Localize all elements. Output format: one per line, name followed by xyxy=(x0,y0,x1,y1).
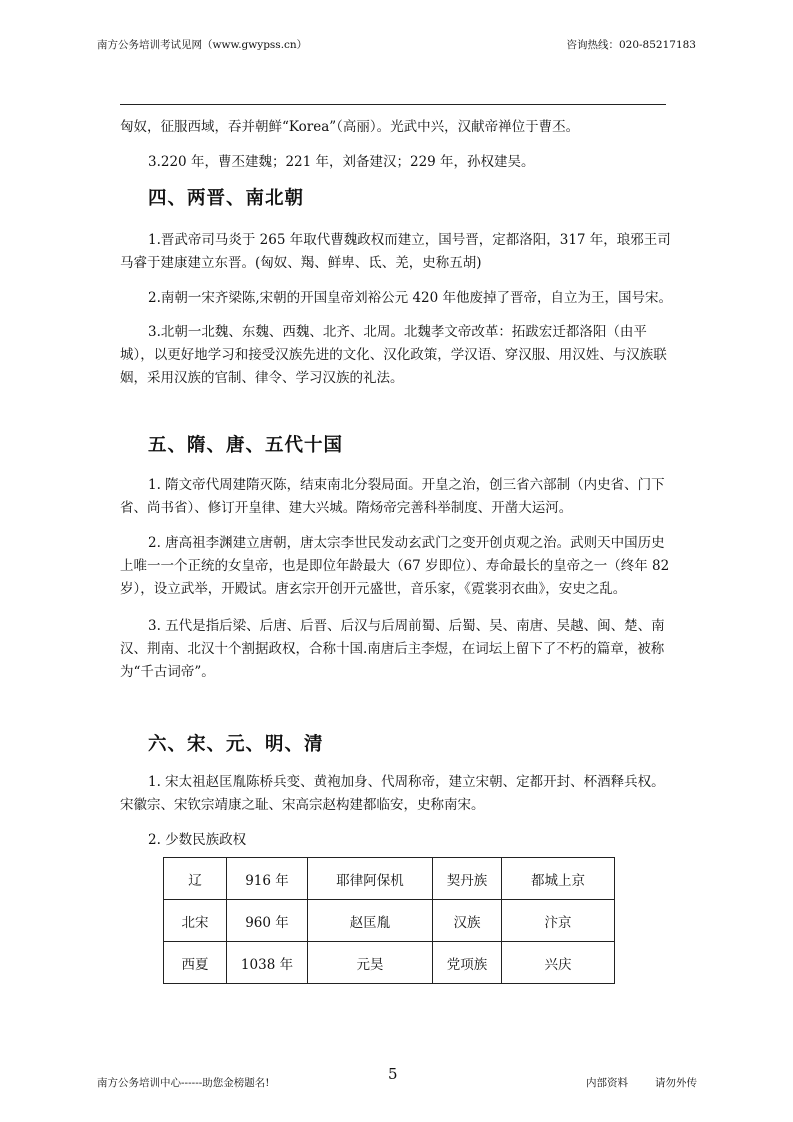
paragraph-4-2: 2.南朝一宋齐梁陈,宋朝的开国皇帝刘裕公元 420 年他废掉了晋帝，自立为王，国号宋。 xyxy=(148,290,673,306)
paragraph-6-1: 1. 宋太祖赵匡胤陈桥兵变、黄袍加身、代周称帝，建立宋朝、定都开封、杯酒释兵权。宋徽宗、宋钦宗靖康之耻、宋高宗赵构建都临安，史称南宋。 xyxy=(120,774,665,813)
paragraph-5-2: 2. 唐高祖李渊建立唐朝，唐太宗李世民发动玄武门之变开创贞观之治。武则天中国历史上唯一一个正统的女皇帝，也是即位年龄最大（67 岁即位）、寿命最长的皇帝之一（终年 82 岁），设立武举，开殿试。唐玄宗开创开元盛世，音乐家，《霓裳羽衣曲》，安史之乱。 xyxy=(120,535,670,597)
table-cell-capital: 汴京 xyxy=(502,900,615,942)
minority-regimes-table xyxy=(163,857,615,984)
paragraph-5-1: 1. 隋文帝代周建隋灭陈，结束南北分裂局面。开皇之治，创三省六部制（内史省、门下省、尚书省）、修订开皇律、建大兴城。隋炀帝完善科举制度、开凿大运河。 xyxy=(120,477,665,516)
paragraph-6-2: 2. 少数民族政权 xyxy=(148,832,247,848)
footer-slogan: 南方公务培训中心------助您金榜题名! xyxy=(97,1077,270,1089)
footer-no-distribution-label: 请勿外传 xyxy=(655,1077,697,1089)
table-cell-year: 1038 年 xyxy=(227,942,308,984)
table-cell-founder: 耶律阿保机 xyxy=(308,858,433,900)
table-cell-ethnicity: 汉族 xyxy=(433,900,502,942)
table-cell-ethnicity: 契丹族 xyxy=(433,858,502,900)
table-cell-founder: 元昊 xyxy=(308,942,433,984)
table-row xyxy=(164,858,615,900)
section-heading-4: 四、两晋、南北朝 xyxy=(148,188,305,209)
header-hotline: 咨询热线：020-85217183 xyxy=(566,39,696,51)
table-row xyxy=(164,900,615,942)
header-site-name: 南方公务培训考试见网（www.gwypss.cn） xyxy=(97,39,308,51)
paragraph-5-3: 3. 五代是指后梁、后唐、后晋、后汉与后周前蜀、后蜀、吴、南唐、吴越、闽、楚、南汉、荆南、北汉十个割据政权，合称十国.南唐后主李煜，在词坛上留下了不朽的篇章，被称为“千古词帝”。 xyxy=(120,618,665,680)
table-cell-regime: 辽 xyxy=(164,858,227,900)
table-row xyxy=(164,942,615,984)
table-cell-capital: 都城上京 xyxy=(502,858,615,900)
paragraph-4-3: 3.北朝一北魏、东魏、西魏、北齐、北周。北魏孝文帝改革：拓跋宏迁都洛阳（由平城），以更好地学习和接受汉族先进的文化、汉化政策，学汉语、穿汉服、用汉姓、与汉族联姻，采用汉族的官制、律令、学习汉族的礼法。 xyxy=(120,324,667,386)
table-cell-founder: 赵匡胤 xyxy=(308,900,433,942)
footer-internal-label: 内部资料 xyxy=(586,1077,628,1089)
section-heading-6: 六、宋、元、明、清 xyxy=(148,734,324,755)
table-cell-regime: 北宋 xyxy=(164,900,227,942)
header-rule xyxy=(120,104,666,105)
paragraph-three-kingdoms: 3.220 年，曹丕建魏；221 年，刘备建汉；229 年，孙权建吴。 xyxy=(148,154,535,170)
table-cell-capital: 兴庆 xyxy=(502,942,615,984)
paragraph-continued: 匈奴，征服西域，吞并朝鲜“Korea”（高丽）。光武中兴，汉献帝禅位于曹丕。 xyxy=(120,119,580,135)
table-cell-year: 960 年 xyxy=(227,900,308,942)
table-cell-ethnicity: 党项族 xyxy=(433,942,502,984)
paragraph-4-1: 1.晋武帝司马炎于 265 年取代曹魏政权而建立，国号晋，定都洛阳，317 年，琅邪王司马睿于建康建立东晋。(匈奴、羯、鲜卑、氐、羌，史称五胡) xyxy=(120,232,671,271)
table-cell-regime: 西夏 xyxy=(164,942,227,984)
page-number: 5 xyxy=(388,1065,398,1083)
table-cell-year: 916 年 xyxy=(227,858,308,900)
section-heading-5: 五、隋、唐、五代十国 xyxy=(148,435,344,456)
